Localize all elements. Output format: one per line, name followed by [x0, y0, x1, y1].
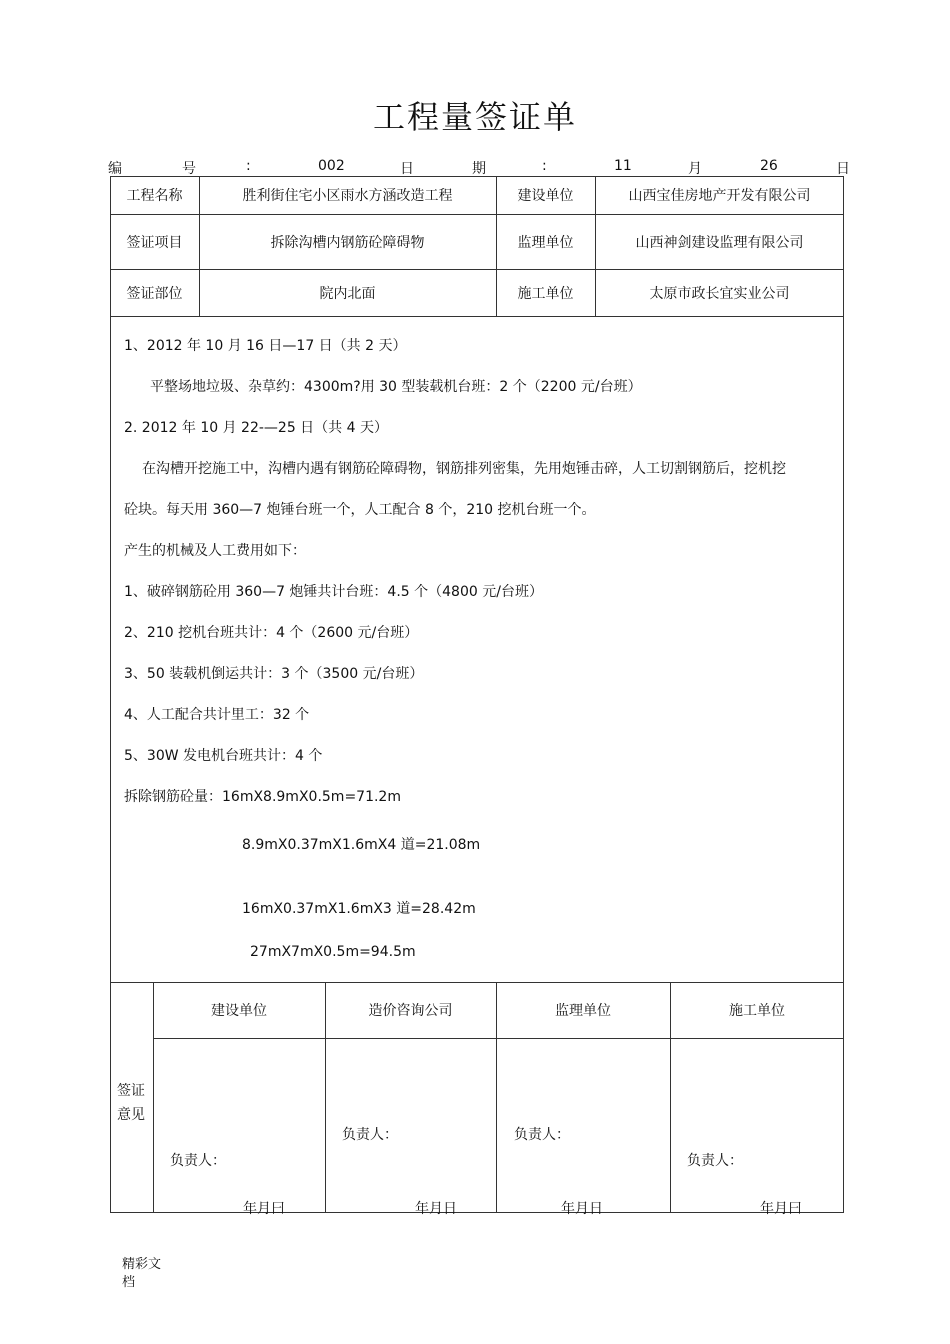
builder-label: 建设单位 — [517, 188, 574, 204]
contractor-value: 太原市政长宜实业公司 — [649, 285, 790, 302]
body-line-6: 产生的机械及人工费用如下： — [124, 543, 306, 559]
body-line-13: 8.9mX0.37mX1.6mX4 道=21.08m — [242, 837, 481, 853]
contractor-label: 施工单位 — [517, 285, 574, 302]
sign-col-supervisor: 监理单位 — [555, 1003, 611, 1019]
table-rule — [153, 1038, 844, 1039]
body-line-4: 在沟槽开挖施工中，沟槽内遇有钢筋砼障碍物，钢筋排列密集，先用炮锤击碎，人工切割钢筋后，挖机挖 — [142, 461, 786, 477]
body-line-15: 27mX7mX0.5m=94.5m — [250, 944, 416, 960]
sign-col-consultant: 造价咨询公司 — [368, 1003, 453, 1019]
table-rule — [110, 316, 844, 317]
date-month-label: 月 — [688, 161, 702, 177]
location-value: 院内北面 — [319, 285, 376, 302]
body-line-11: 5、30W 发电机台班共计：4 个 — [124, 748, 323, 764]
body-line-2: 平整场地垃圾、杂草约：4300m?用 30 型装载机台班：2 个（2200 元/台班） — [150, 379, 642, 395]
location-label: 签证部位 — [126, 285, 183, 302]
sign-resp-contractor: 负责人： — [687, 1153, 743, 1169]
footer-line-2: 档 — [122, 1275, 136, 1290]
number-colon: : — [246, 158, 251, 174]
sign-date-contractor: 年月曰 — [760, 1201, 802, 1217]
body-line-3: 2. 2012 年 10 月 22-—25 日（共 4 天） — [124, 420, 388, 436]
sign-date-consultant: 年月日 — [415, 1201, 457, 1217]
project-name-value: 胜利街住宅小区雨水方涵改造工程 — [242, 188, 453, 204]
date-day-value: 26 — [760, 158, 778, 174]
sign-side-label-2: 意见 — [117, 1107, 145, 1123]
sign-resp-supervisor: 负责人： — [514, 1127, 570, 1143]
body-line-9: 3、50 装载机倒运共计：3 个（3500 元/台班） — [124, 666, 424, 682]
item-value: 拆除沟槽内钢筋砼障碍物 — [270, 234, 425, 251]
body-line-1: 1、2012 年 10 月 16 日—17 日（共 2 天） — [124, 338, 407, 354]
body-line-12: 拆除钢筋砼量：16mX8.9mX0.5m=71.2m — [124, 789, 401, 805]
builder-value: 山西宝佳房地产开发有限公司 — [628, 188, 811, 204]
sign-date-supervisor: 年月日 — [561, 1201, 603, 1217]
sign-date-builder: 年月曰 — [243, 1201, 285, 1217]
item-label: 签证项目 — [126, 234, 183, 251]
date-label-char-1: 日 — [400, 161, 414, 177]
body-line-7: 1、破碎钢筋砼用 360—7 炮锤共计台班：4.5 个（4800 元/台班） — [124, 584, 543, 600]
sign-resp-consultant: 负责人： — [342, 1127, 398, 1143]
body-line-14: 16mX0.37mX1.6mX3 道=28.42m — [242, 901, 476, 917]
sign-resp-builder: 负责人： — [170, 1153, 226, 1169]
date-colon: : — [542, 158, 547, 174]
date-day-label: 日 — [836, 161, 850, 177]
footer-line-1: 精彩文 — [122, 1257, 162, 1272]
body-line-5: 砼块。每天用 360—7 炮锤台班一个，人工配合 8 个，210 挖机台班一个。 — [124, 502, 596, 518]
supervisor-label: 监理单位 — [517, 234, 574, 251]
project-name-label: 工程名称 — [126, 188, 183, 204]
body-line-10: 4、人工配合共计里工：32 个 — [124, 707, 310, 723]
supervisor-value: 山西神剑建设监理有限公司 — [635, 234, 804, 251]
document-title: 工程量签证单 — [372, 98, 577, 136]
footer-note — [122, 1256, 161, 1292]
date-label-char-2: 期 — [472, 161, 486, 177]
form-table — [110, 176, 844, 1213]
number-label-char-1: 编 — [108, 161, 122, 177]
sign-col-builder: 建设单位 — [211, 1003, 267, 1019]
body-line-8: 2、210 挖机台班共计：4 个（2600 元/台班） — [124, 625, 419, 641]
number-label-char-2: 号 — [182, 161, 196, 177]
document-number: 002 — [318, 158, 345, 174]
sign-side-label-1: 签证 — [117, 1083, 145, 1099]
date-month-value: 11 — [614, 158, 632, 174]
sign-col-contractor: 施工单位 — [729, 1003, 785, 1019]
